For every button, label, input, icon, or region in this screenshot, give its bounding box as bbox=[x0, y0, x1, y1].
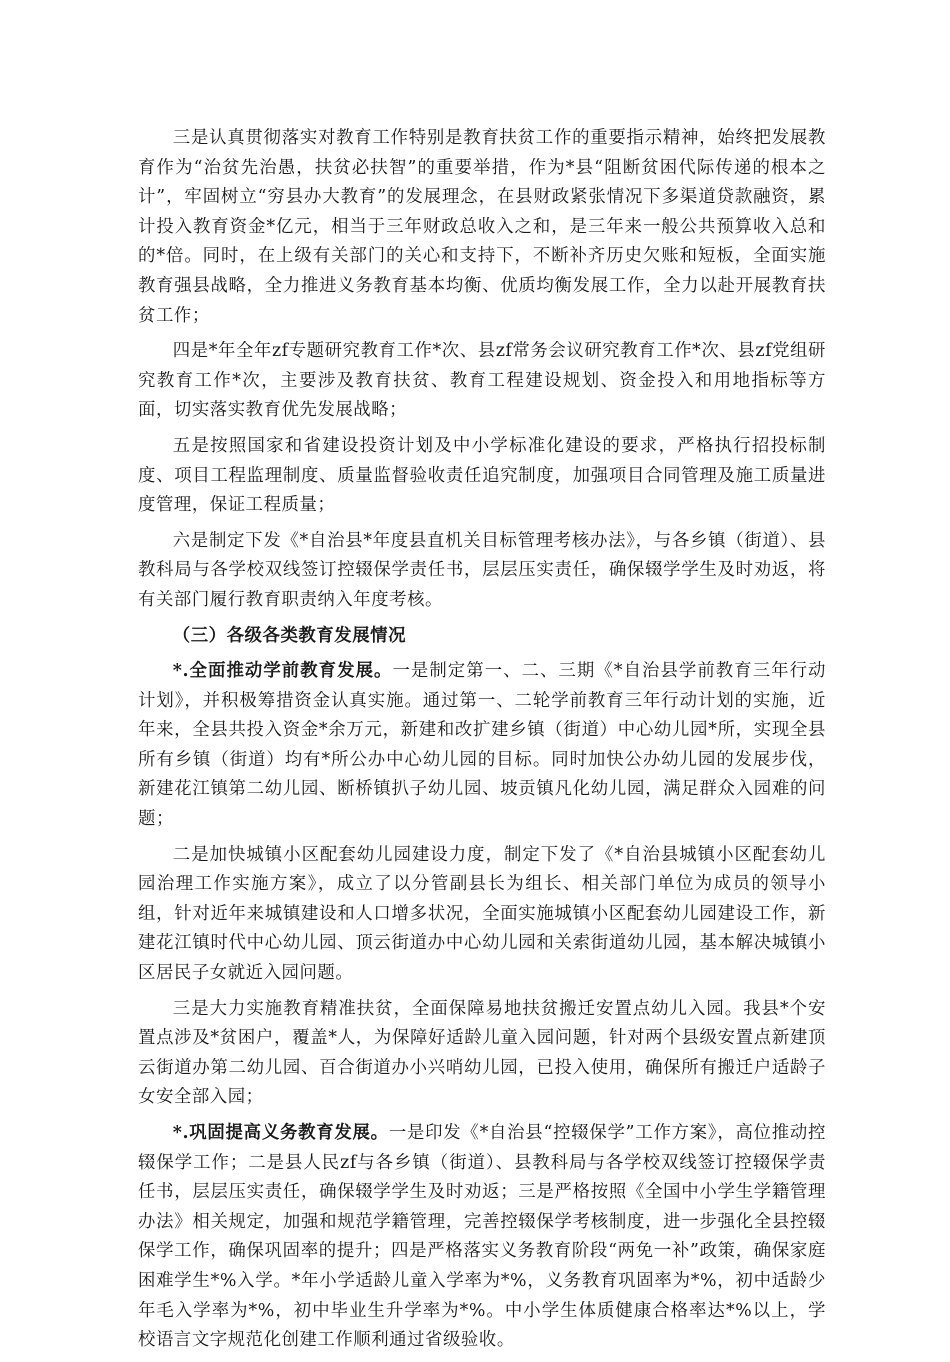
compulsory-lead: *.巩固提高义务教育发展。 bbox=[172, 1123, 389, 1143]
paragraph-6: 六是制定下发《*自治县*年度县直机关目标管理考核办法》，与各乡镇（街道）、县教科局与各学校双线签订控辍保学责任书，层层压实责任，确保辍学学生及时劝返，将有关部门履行教育职责纳入年度考核。 bbox=[138, 530, 826, 610]
paragraph-5: 五是按照国家和省建设投资计划及中小学标准化建设的要求，严格执行招投标制度、项目工程监理制度、质量监督验收责任追究制度，加强项目合同管理及施工质量进度管理，保证工程质量； bbox=[138, 435, 826, 516]
preschool-paragraph-3: 三是大力实施教育精准扶贫，全面保障易地扶贫搬迁安置点幼儿入园。我县*个安置点涉及*贫困户，覆盖*人，为保障好适龄儿童入园问题，针对两个县级安置点新建顶云街道办第二幼儿园、百合街道办小兴哨幼儿园，已投入使用，确保所有搬迁户适龄子女安全部入园； bbox=[138, 998, 826, 1108]
paragraph-3: 三是认真贯彻落实对教育工作特别是教育扶贫工作的重要指示精神，始终把发展教育作为“治贫先治愚，扶贫必扶智”的重要举措，作为*县“阻断贫困代际传递的根本之计”，牢固树立“穷县办大教育”的发展理念，在县财政紧张情况下多渠道贷款融资，累计投入教育资金*亿元，相当于三年财政总收入之和，是三年来一般公共预算收入总和的*倍。同时，在上级有关部门的关心和支持下，不断补齐历史欠账和短板，全面实施教育强县战略，全力推进义务教育基本均衡、优质均衡发展工作，全力以赴开展教育扶贫工作； bbox=[138, 128, 826, 326]
preschool-body: 一是制定第一、二、三期《*自治县学前教育三年行动计划》，并积极筹措资金认真实施。通过第一、二轮学前教育三年行动计划的实施，近年来，全县共投入资金*余万元，新建和改扩建乡镇（街道）中心幼儿园*所，实现全县所有乡镇（街道）均有*所公办中心幼儿园的目标。同时加快公办幼儿园的发展步伐，新建花江镇第二幼儿园、断桥镇扒子幼儿园、坡贡镇凡化幼儿园，满足群众入园难的问题； bbox=[138, 661, 826, 830]
paragraph-4: 四是*年全年zf专题研究教育工作*次、县zf常务会议研究教育工作*次、县zf党组研究教育工作*次，主要涉及教育扶贫、教育工程建设规划、资金投入和用地指标等方面，切实落实教育优先发展战略； bbox=[138, 341, 826, 421]
section-heading-3: （三）各级各类教育发展情况 bbox=[172, 625, 407, 646]
compulsory-body: 一是印发《*自治县“控辍保学”工作方案》，高位推动控辍保学工作；二是县人民zf与各乡镇（街道）、县教科局与各学校双线签订控辍保学责任书，层层压实责任，确保辍学学生及时劝返；三是严格按照《全国中小学生学籍管理办法》相关规定，加强和规范学籍管理，完善控辍保学考核制度，进一步强化全县控辍保学工作，确保巩固率的提升；四是严格落实义务教育阶段“两免一补”政策，确保家庭困难学生*%入学。*年小学适龄儿童入学率为*%，义务教育巩固率为*%，初中适龄少年毛入学率为*%，初中毕业生升学率为*%。中小学生体质健康合格率达*%以上，学校语言文字规范化创建工作顺利通过省级验收。 bbox=[138, 1123, 826, 1351]
preschool-lead: *.全面推动学前教育发展。 bbox=[172, 661, 393, 682]
preschool-paragraph bbox=[138, 657, 826, 835]
document-body bbox=[138, 124, 826, 1362]
preschool-paragraph-2: 二是加快城镇小区配套幼儿园建设力度，制定下发了《*自治县城镇小区配套幼儿园治理工作实施方案》，成立了以分管副县长为组长、相关部门单位为成员的领导小组，针对近年来城镇建设和人口增多状况，全面实施城镇小区配套幼儿园建设工作，新建花江镇时代中心幼儿园、顶云街道办中心幼儿园和关索街道幼儿园，基本解决城镇小区居民子女就近入园问题。 bbox=[138, 844, 826, 984]
compulsory-paragraph bbox=[138, 1119, 826, 1356]
